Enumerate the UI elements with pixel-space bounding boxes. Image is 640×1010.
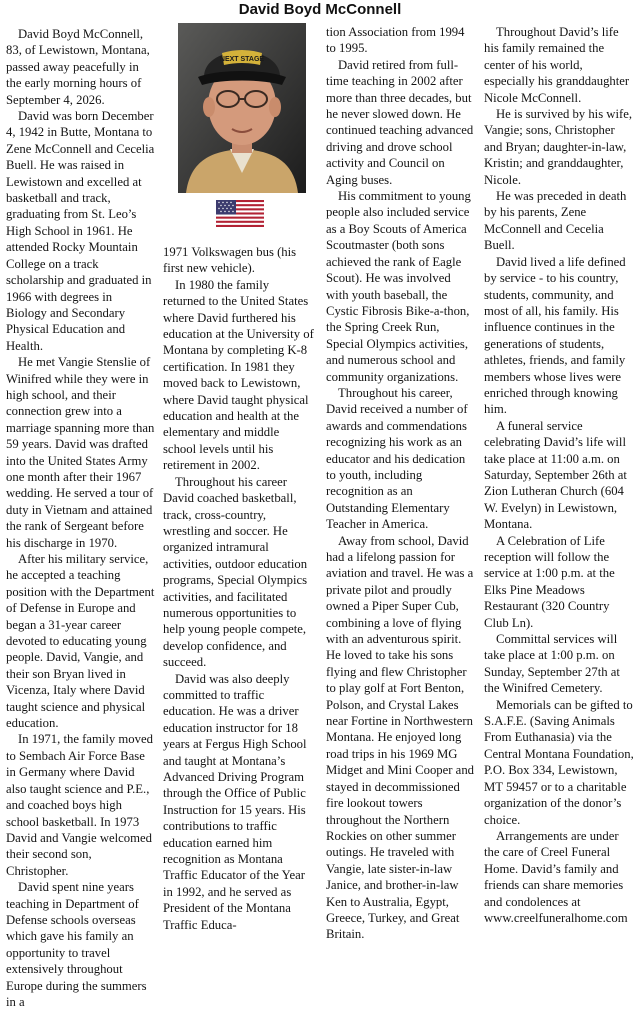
us-flag-icon <box>216 200 264 227</box>
column-4 <box>484 24 636 926</box>
paragraph: A funeral service celebrating David’s life will take place at 11:00 a.m. on Saturday, September 26th at Zion Lutheran Church (604 W. Evelyn) in Lewistown, Montana. <box>484 418 627 532</box>
paragraph: Throughout his career David coached basketball, track, cross-country, wrestling and soccer. He organized intramural activities, outdoor education programs, Special Olympics activities, and facilitated numerous opportunities to help young people compete, develop confidence, and succeed. <box>163 474 308 670</box>
paragraph: Throughout his career, David received a number of awards and commendations recognizing his work as an educator and his dedication to youth, including recognition as an Outstanding Elementary Teacher in America. <box>326 385 468 532</box>
paragraph: He was preceded in death by his parents, Zene McConnell and Cecelia Buell. <box>484 189 627 253</box>
paragraph: Memorials can be gifted to S.A.F.E. (Saving Animals From Euthanasia) via the Central Montana Foundation, P.O. Box 334, Lewistown, MT 59457 or to a charitable organization of the donor’s choice. <box>484 697 634 827</box>
page-title: David Boyd McConnell <box>238 1 402 18</box>
portrait-photo <box>178 23 306 193</box>
cap-logo: NEXT STAGE <box>219 56 265 63</box>
paragraph: 1971 Volkswagen bus (his first new vehicle). <box>163 245 297 276</box>
paragraph: In 1980 the family returned to the United States where David furthered his education at the University of Montana by completing K-8 certification. In 1981 they moved back to Lewistown, where David taught physical education and health at the elementary and middle school levels until his retirement in 2002. <box>163 277 314 473</box>
column-1 <box>6 26 156 1010</box>
column-3 <box>326 24 476 943</box>
paragraph: In 1971, the family moved to Sembach Air Force Base in Germany where David also taught science and P.E., and coached boys high school basketball. In 1973 David and Vangie welcomed their second son, Christopher. <box>6 732 153 878</box>
paragraph: David was born December 4, 1942 in Butte, Montana to Zene McConnell and Cecelia Buell. He was raised in Lewistown and excelled at basketball and track, graduating from St. Leo’s High School in 1961. He attended Rocky Mountain College on a track scholarship and graduated in 1966 with degrees in Biology and Secondary Physical Education and Health. <box>6 109 155 353</box>
paragraph: David retired from full-time teaching in 2002 after more than three decades, but he never slowed down. He continued teaching advanced driving and drove school activity and Council on Aging buses. <box>326 57 474 187</box>
paragraph: A Celebration of Life reception will follow the service at 1:00 p.m. at the Elks Pine Meadows Restaurant (320 Country Club Ln). <box>484 533 615 630</box>
paragraph: Away from school, David had a lifelong passion for aviation and travel. He was a private pilot and proudly owned a Piper Super Cub, combining a love of flying with an adventurous spirit. He loved to take his sons flying and flew Christopher to play golf at Fort Benton, Polson, and Crystal Lakes near Fortine in Northwestern Montana. He enjoyed long road trips in his 1969 MG Midget and Mini Cooper and stayed in decommissioned fire lookout towers throughout the Northern Rockies on other summer outings. He traveled with Vangie, late sister-in-law Janice, and brother-in-law Ken to Australia, Egypt, Greece, Turkey, and Great Britain. <box>326 533 475 942</box>
paragraph: David was also deeply committed to traffic education. He was a driver education instructor for 18 years at Fergus High School and taught at Montana’s Advanced Driving Program through the Office of Public Instruction for 15 years. His contributions to traffic education earned him recognition as Montana Traffic Educator of the Year in 1992, and he served as President of the Montana Traffic Educa- <box>163 671 307 932</box>
paragraph: He is survived by his wife, Vangie; sons, Christopher and Bryan; daughter-in-law, Kristin; and granddaughter, Nicole. <box>484 107 633 187</box>
paragraph: He met Vangie Stenslie of Winifred while they were in high school, and their connection grew into a marriage spanning more than 59 years. David was drafted into the United States Army one month after their 1967 wedding. He served a tour of duty in Vietnam and attained the rank of Sergeant before his discharge in 1970. <box>6 355 155 550</box>
paragraph: David Boyd McConnell, 83, of Lewistown, Montana, passed away peacefully in the early morning hours of September 4, 2026. <box>6 27 150 107</box>
paragraph: Throughout David’s life his family remained the center of his world, especially his granddaughter Nicole McConnell. <box>484 25 630 105</box>
paragraph: David lived a life defined by service - to his country, students, community, and most of all, his family. His influence continues in the generations of students, athletes, friends, and family members whose lives were enriched through knowing him. <box>484 254 626 417</box>
paragraph: His commitment to young people also included service as a Boy Scouts of America Scoutmaster (both sons achieved the rank of Eagle Scout). He was involved with youth baseball, the Cystic Fibrosis Bike-a-thon, the Spring Creek Run, Special Olympics activities, and numerous school and community organizations. <box>326 189 471 384</box>
paragraph: David spent nine years teaching in Department of Defense schools overseas which gave his family an opportunity to travel extensively throughout Europe during the summers in a <box>6 880 147 1009</box>
paragraph: tion Association from 1994 to 1995. <box>326 25 465 56</box>
paragraph: Arrangements are under the care of Creel Funeral Home. David’s family and friends can share memories and condolences at www.creelfuneralhome.com <box>484 828 628 925</box>
paragraph: After his military service, he accepted a teaching position with the Department of Defense in Europe and began a 31-year career devoted to educating young people. David, Vangie, and their son Bryan lived in Vicenza, Italy where David taught science and physical education. <box>6 552 155 731</box>
column-2 <box>163 244 314 933</box>
paragraph: Committal services will take place at 1:00 p.m. on Sunday, September 27th at the Winifred Cemetery. <box>484 632 620 696</box>
